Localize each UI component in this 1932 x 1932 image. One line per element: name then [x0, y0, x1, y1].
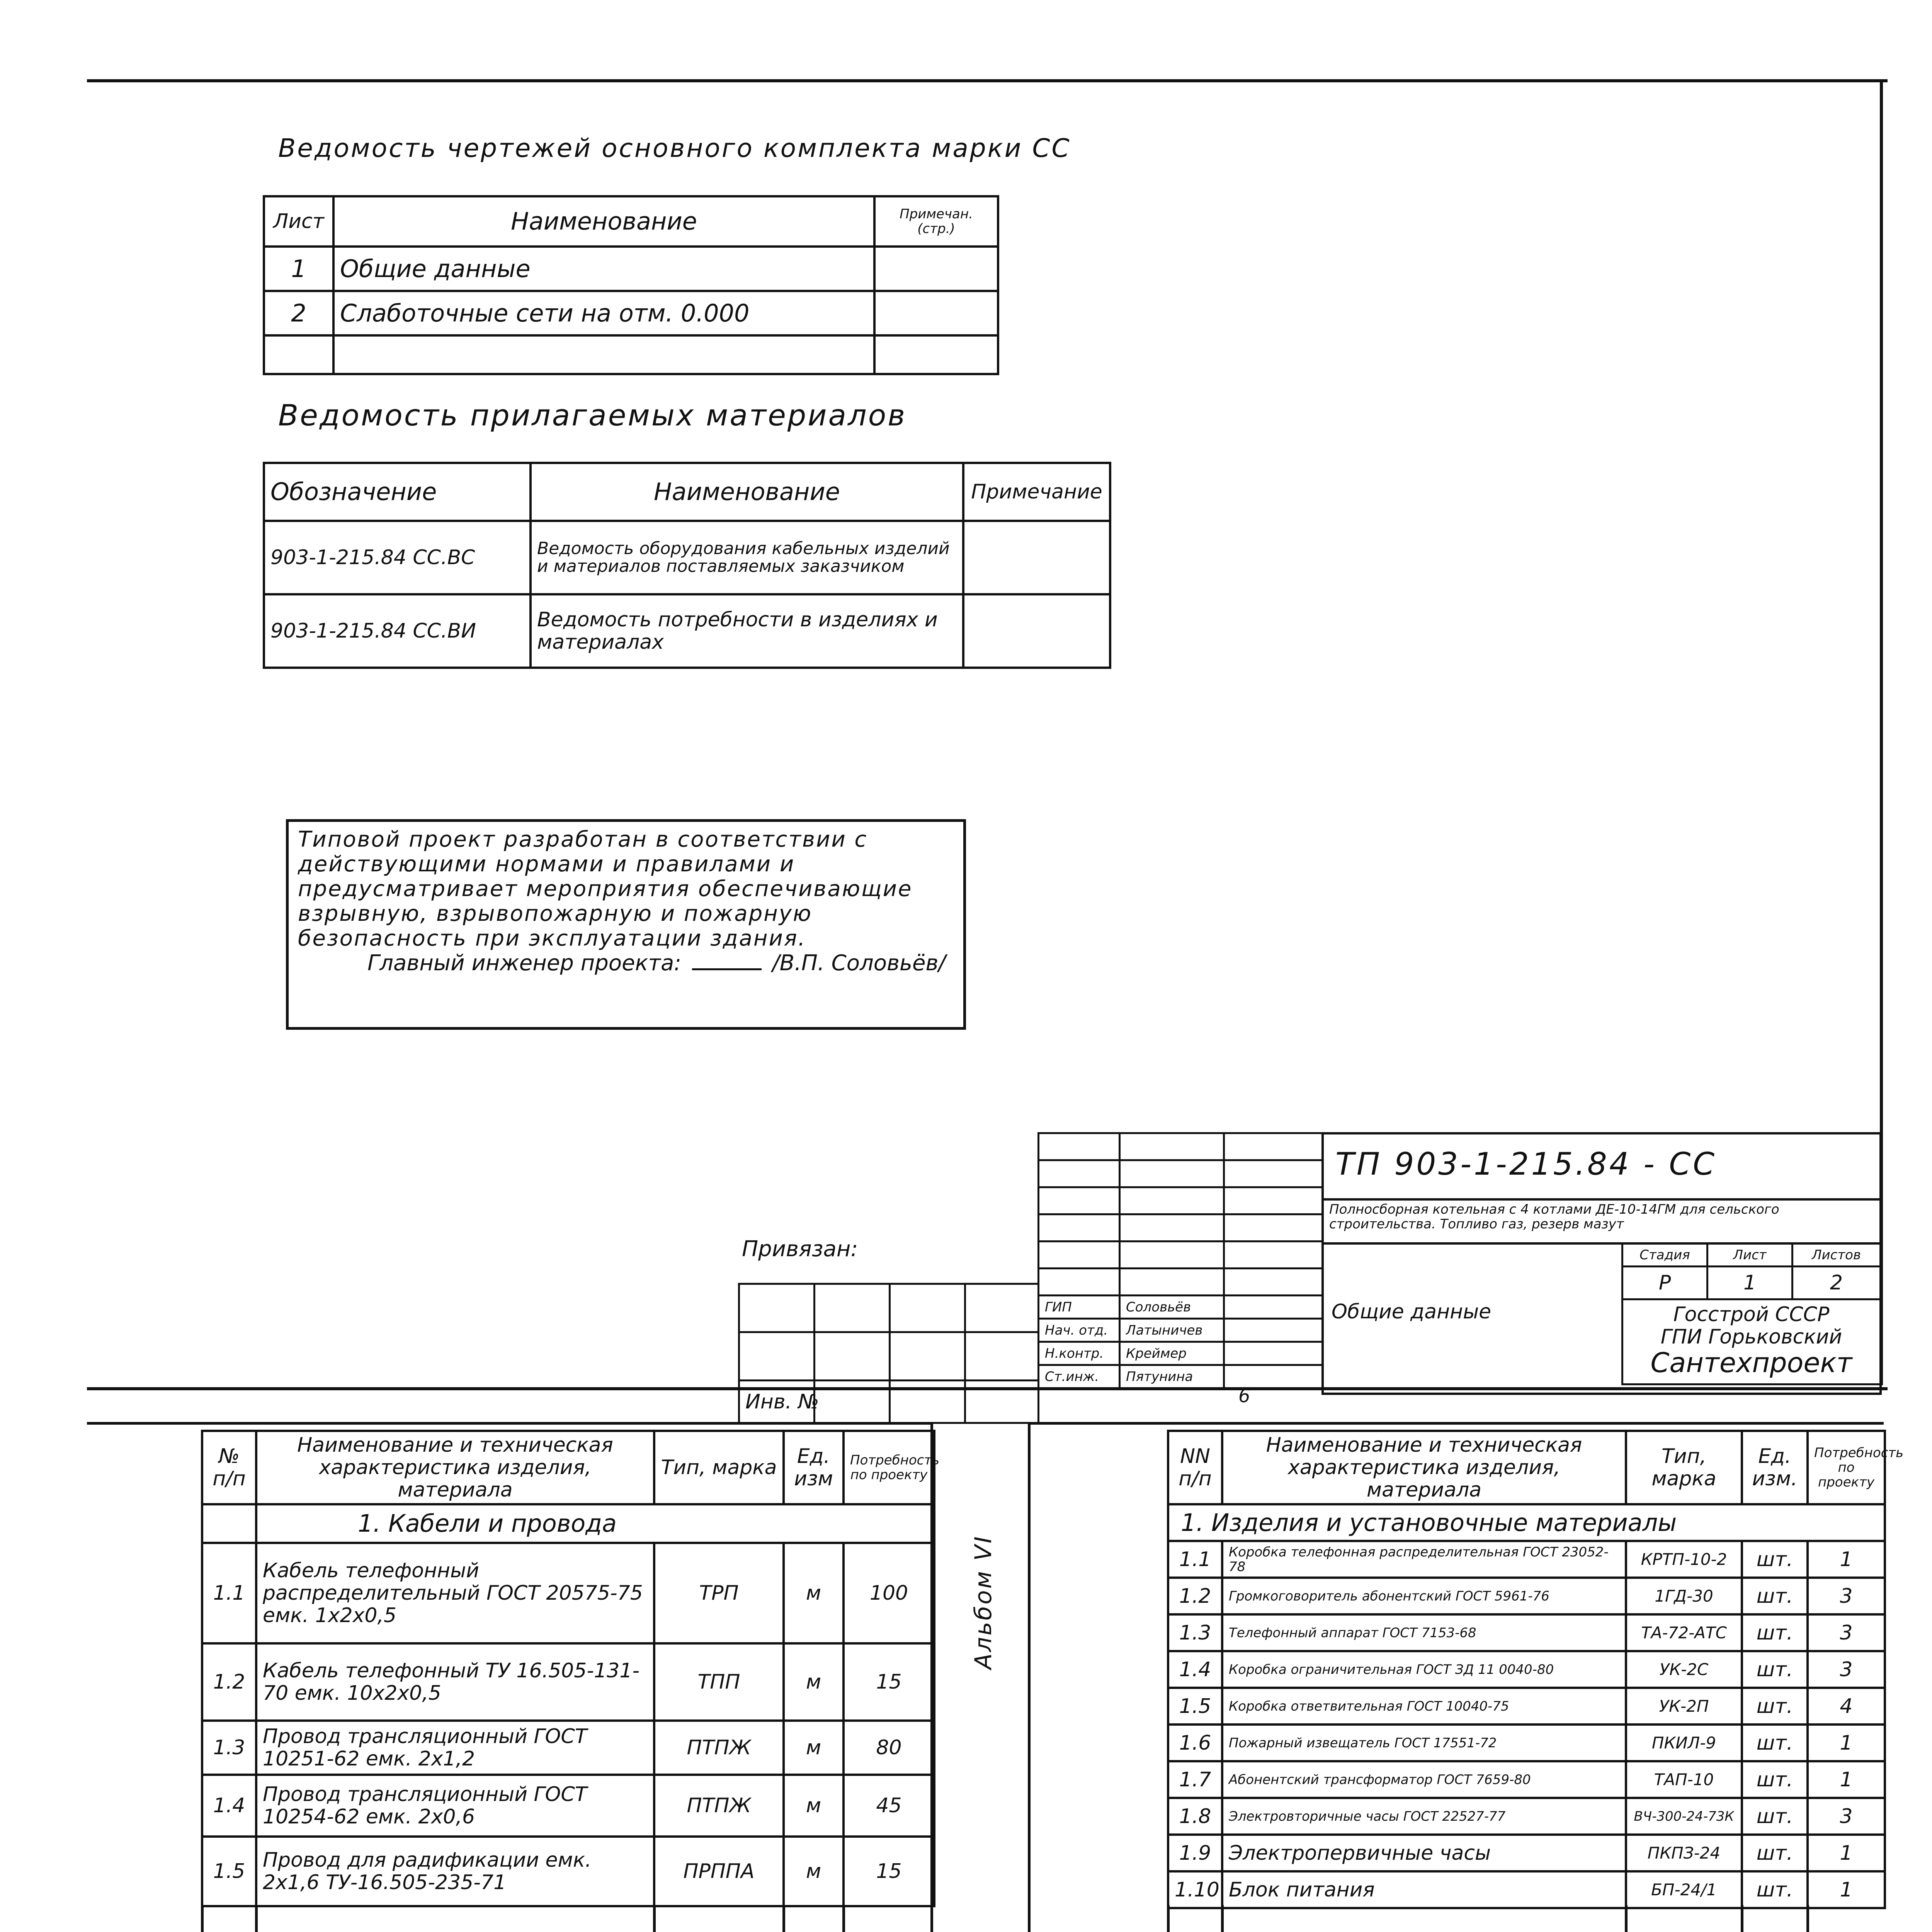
row-quantity: 45: [844, 1775, 934, 1837]
row-number: 1.3: [1168, 1614, 1222, 1651]
grid-cell: [965, 1332, 1039, 1381]
attached-list-title: Ведомость прилагаемых материалов: [278, 398, 906, 432]
table-cell: [963, 521, 1110, 594]
binding-grid: [738, 1283, 1039, 1424]
right-sheet-top: [1028, 1422, 1884, 1425]
stamp-object: Полносборная котельная с 4 котлами ДЕ-10-14ГМ для сельского строительства. Топливо газ, резерв мазут: [1324, 1198, 1879, 1245]
row-number: 1.4: [202, 1775, 256, 1837]
grid-cell: [1039, 1187, 1120, 1214]
right-col-line: [1625, 1905, 1628, 1932]
col-quantity: Потребность по проекту: [1808, 1431, 1885, 1504]
person-name: Креймер: [1120, 1342, 1224, 1365]
col-unit: Ед. изм.: [1742, 1431, 1808, 1504]
row-unit: м: [784, 1643, 844, 1721]
grid-cell: [965, 1284, 1039, 1332]
row-name: Кабель телефонный распределительный ГОСТ 20575-75 емк. 1х2х0,5: [256, 1543, 654, 1643]
row-unit: м: [784, 1721, 844, 1775]
row-number: 1.1: [1168, 1541, 1222, 1578]
person-role: Ст.инж.: [1039, 1365, 1120, 1388]
sheet-separator: [87, 1387, 1888, 1390]
grid-cell: [1224, 1242, 1323, 1269]
row-name: Коробка ограничительная ГОСТ ЗД 11 0040-80: [1222, 1651, 1626, 1688]
table-cell: [874, 335, 998, 374]
row-type: ТАП-10: [1626, 1761, 1742, 1798]
row-name: Телефонный аппарат ГОСТ 7153-68: [1222, 1614, 1626, 1651]
grid-cell: [739, 1284, 815, 1332]
right-spec-table: [1167, 1430, 1904, 1909]
col-name: Наименование и техническая характеристика изделия, материала: [256, 1431, 654, 1504]
row-type: ПТПЖ: [654, 1775, 784, 1837]
row-unit: м: [784, 1543, 844, 1643]
stage-value: 1: [1708, 1267, 1793, 1299]
section-title: 1. Кабели и провода: [256, 1504, 934, 1543]
signature-cell: [1224, 1365, 1323, 1388]
row-unit: м: [784, 1775, 844, 1837]
signature-label: Главный инженер проекта:: [367, 951, 682, 976]
row-number: 1.8: [1168, 1798, 1222, 1835]
grid-cell: [1039, 1214, 1120, 1242]
grid-cell: [815, 1284, 890, 1332]
project-note: [286, 819, 966, 1030]
row-unit: шт.: [1742, 1725, 1808, 1761]
stage-value: 2: [1793, 1267, 1881, 1299]
row-type: ТПП: [654, 1643, 784, 1721]
stamp-sheet-title: Общие данные: [1332, 1300, 1492, 1323]
signature-mark: [692, 968, 762, 970]
col-number: № п/п: [202, 1431, 256, 1504]
org-cell: [1622, 1299, 1881, 1384]
row-type: ПКПЗ-24: [1626, 1835, 1742, 1871]
row-quantity: 1: [1808, 1871, 1885, 1908]
grid-cell: [1120, 1242, 1224, 1269]
stage-header: Листов: [1793, 1243, 1881, 1267]
row-name: Провод трансляционный ГОСТ 10251-62 емк. 2х1,2: [256, 1721, 654, 1775]
grid-cell: [1120, 1214, 1224, 1242]
org-line: Госстрой СССР: [1673, 1303, 1830, 1326]
row-type: КРТП-10-2: [1626, 1541, 1742, 1578]
row-unit: шт.: [1742, 1688, 1808, 1725]
right-col-line: [1806, 1905, 1809, 1932]
signature-name: /В.П. Соловьёв/: [772, 951, 946, 976]
row-quantity: 15: [844, 1837, 934, 1906]
row-name: Блок питания: [1222, 1871, 1626, 1908]
col-name: Наименование: [333, 196, 874, 247]
col-name: Наименование и техническая характеристика изделия, материала: [1222, 1431, 1626, 1504]
right-col-line: [1167, 1905, 1170, 1932]
person-role: Н.контр.: [1039, 1342, 1120, 1365]
row-type: ПРППА: [654, 1837, 784, 1906]
row-quantity: 3: [1808, 1578, 1885, 1614]
col-type: Тип, марка: [1626, 1431, 1742, 1504]
row-quantity: 3: [1808, 1614, 1885, 1651]
signature-cell: [1224, 1296, 1323, 1319]
stage-header: Стадия: [1622, 1243, 1708, 1267]
left-sheet-top: [87, 1422, 933, 1425]
grid-cell: [890, 1284, 965, 1332]
row-unit: шт.: [1742, 1578, 1808, 1614]
grid-cell: [815, 1332, 890, 1381]
row-type: ВЧ-300-24-73К: [1626, 1798, 1742, 1835]
table-cell: 903-1-215.84 СС.ВИ: [264, 594, 531, 668]
row-unit: шт.: [1742, 1761, 1808, 1798]
grid-cell: [965, 1381, 1039, 1423]
row-type: 1ГД-30: [1626, 1578, 1742, 1614]
grid-cell: [1224, 1160, 1323, 1187]
col-sheet: Лист: [264, 196, 333, 247]
left-col-line: [255, 1905, 258, 1932]
table-cell: [333, 335, 874, 374]
row-number: 1.2: [1168, 1578, 1222, 1614]
row-number: 1.5: [1168, 1688, 1222, 1725]
right-col-line: [1221, 1905, 1224, 1932]
grid-cell: [1039, 1269, 1120, 1296]
row-number: 1.10: [1168, 1871, 1222, 1908]
row-number: 1.4: [1168, 1651, 1222, 1688]
table-cell: 2: [264, 291, 333, 335]
left-spec-table: [201, 1430, 940, 1907]
album-label: Альбом VI: [970, 1535, 997, 1669]
grid-cell: [1120, 1269, 1224, 1296]
table-cell: [202, 1504, 256, 1543]
row-quantity: 1: [1808, 1835, 1885, 1871]
row-number: 1.6: [1168, 1725, 1222, 1761]
grid-cell: [890, 1332, 965, 1381]
col-type: Тип, марка: [654, 1431, 784, 1504]
right-sheet-left: [1028, 1422, 1031, 1932]
row-quantity: 1: [1808, 1761, 1885, 1798]
page-mark: 6: [1238, 1385, 1250, 1407]
table-cell: 903-1-215.84 СС.ВС: [264, 521, 531, 594]
right-col-line: [1741, 1905, 1743, 1932]
col-note: Примечан. (стр.): [874, 196, 998, 247]
col-unit: Ед. изм: [784, 1431, 844, 1504]
grid-cell: [890, 1381, 965, 1423]
person-name: Латыничев: [1120, 1319, 1224, 1342]
row-quantity: 4: [1808, 1688, 1885, 1725]
row-quantity: 1: [1808, 1725, 1885, 1761]
drawings-list-table: [263, 195, 999, 375]
row-quantity: 100: [844, 1543, 934, 1643]
person-role: Нач. отд.: [1039, 1319, 1120, 1342]
row-name: Громкоговоритель абонентский ГОСТ 5961-76: [1222, 1578, 1626, 1614]
row-unit: шт.: [1742, 1798, 1808, 1835]
grid-cell: [1039, 1133, 1120, 1160]
row-number: 1.9: [1168, 1835, 1222, 1871]
col-quantity: Потребность по проекту: [844, 1431, 934, 1504]
row-type: ТА-72-АТС: [1626, 1614, 1742, 1651]
row-unit: шт.: [1742, 1835, 1808, 1871]
row-type: ПКИЛ-9: [1626, 1725, 1742, 1761]
row-type: БП-24/1: [1626, 1871, 1742, 1908]
row-quantity: 80: [844, 1721, 934, 1775]
table-cell: [963, 594, 1110, 668]
col-note: Примечание: [963, 463, 1110, 521]
grid-cell: [1120, 1133, 1224, 1160]
person-name: Пятунина: [1120, 1365, 1224, 1388]
left-col-line: [842, 1905, 845, 1932]
table-cell: Ведомость оборудования кабельных изделий и материалов поставляемых заказчиком: [531, 521, 963, 594]
row-name: Кабель телефонный ТУ 16.505-131-70 емк. 10х2х0,5: [256, 1643, 654, 1721]
table-cell: [874, 291, 998, 335]
top-border: [87, 79, 1888, 82]
stage-header: Лист: [1708, 1243, 1793, 1267]
left-col-line: [201, 1905, 204, 1932]
row-unit: шт.: [1742, 1541, 1808, 1578]
row-name: Электровторичные часы ГОСТ 22527-77: [1222, 1798, 1626, 1835]
person-name: Соловьёв: [1120, 1296, 1224, 1319]
left-col-line: [782, 1905, 785, 1932]
row-quantity: 3: [1808, 1798, 1885, 1835]
main-stamp: [1321, 1132, 1882, 1395]
table-cell: Ведомость потребности в изделиях и материалах: [531, 594, 963, 668]
table-cell: Общие данные: [333, 247, 874, 291]
grid-cell: [1224, 1133, 1323, 1160]
row-quantity: 15: [844, 1643, 934, 1721]
revision-grid: [1037, 1132, 1323, 1389]
inv-label: Инв. №: [739, 1381, 815, 1423]
col-number: NN п/п: [1168, 1431, 1222, 1504]
grid-cell: [739, 1332, 815, 1381]
row-name: Абонентский трансформатор ГОСТ 7659-80: [1222, 1761, 1626, 1798]
grid-cell: [1224, 1187, 1323, 1214]
row-quantity: 3: [1808, 1651, 1885, 1688]
grid-cell: [1224, 1269, 1323, 1296]
row-type: УК-2С: [1626, 1651, 1742, 1688]
row-name: Коробка ответвительная ГОСТ 10040-75: [1222, 1688, 1626, 1725]
row-number: 1.2: [202, 1643, 256, 1721]
attached-list-table: [263, 462, 1111, 669]
col-name: Наименование: [531, 463, 963, 521]
row-number: 1.1: [202, 1543, 256, 1643]
table-cell: [264, 335, 333, 374]
row-unit: м: [784, 1837, 844, 1906]
stage-table: [1621, 1242, 1881, 1385]
row-name: Коробка телефонная распределительная ГОСТ 23052-78: [1222, 1541, 1626, 1578]
row-type: УК-2П: [1626, 1688, 1742, 1725]
grid-cell: [1120, 1187, 1224, 1214]
stamp-code: ТП 903-1-215.84 - СС: [1335, 1146, 1717, 1182]
row-name: Провод для радификации емк. 2х1,6 ТУ-16.505-235-71: [256, 1837, 654, 1906]
row-type: ТРП: [654, 1543, 784, 1643]
row-name: Электропервичные часы: [1222, 1835, 1626, 1871]
note-text: Типовой проект разработан в соответствии с действующими нормами и правилами и предусматривает мероприятия обеспечивающие взрывную, взрывопожарную и пожарную безопасность при эксплуатации здания.: [298, 827, 913, 951]
row-number: 1.5: [202, 1837, 256, 1906]
grid-cell: [1120, 1160, 1224, 1187]
grid-cell: [1039, 1242, 1120, 1269]
stage-value: Р: [1622, 1267, 1708, 1299]
drawings-list-title: Ведомость чертежей основного комплекта марки СС: [278, 133, 1071, 163]
row-quantity: 1: [1808, 1541, 1885, 1578]
section-title: 1. Изделия и установочные материалы: [1168, 1504, 1885, 1541]
row-number: 1.7: [1168, 1761, 1222, 1798]
row-unit: шт.: [1742, 1614, 1808, 1651]
grid-cell: [1039, 1160, 1120, 1187]
left-col-line: [653, 1905, 656, 1932]
row-type: ПТПЖ: [654, 1721, 784, 1775]
org-line: Сантехпроект: [1650, 1347, 1852, 1379]
row-name: Провод трансляционный ГОСТ 10254-62 емк. 2х0,6: [256, 1775, 654, 1837]
row-name: Пожарный извещатель ГОСТ 17551-72: [1222, 1725, 1626, 1761]
col-designation: Обозначение: [264, 463, 531, 521]
note-signature: [367, 951, 954, 976]
grid-cell: [1224, 1214, 1323, 1242]
grid-cell: [815, 1381, 890, 1423]
binding-label: Привязан:: [742, 1236, 858, 1262]
row-unit: шт.: [1742, 1871, 1808, 1908]
row-number: 1.3: [202, 1721, 256, 1775]
signature-cell: [1224, 1342, 1323, 1365]
signature-cell: [1224, 1319, 1323, 1342]
row-unit: шт.: [1742, 1651, 1808, 1688]
table-cell: 1: [264, 247, 333, 291]
person-role: ГИП: [1039, 1296, 1120, 1319]
table-cell: [874, 247, 998, 291]
table-cell: Слаботочные сети на отм. 0.000: [333, 291, 874, 335]
org-line: ГПИ Горьковский: [1660, 1325, 1842, 1349]
